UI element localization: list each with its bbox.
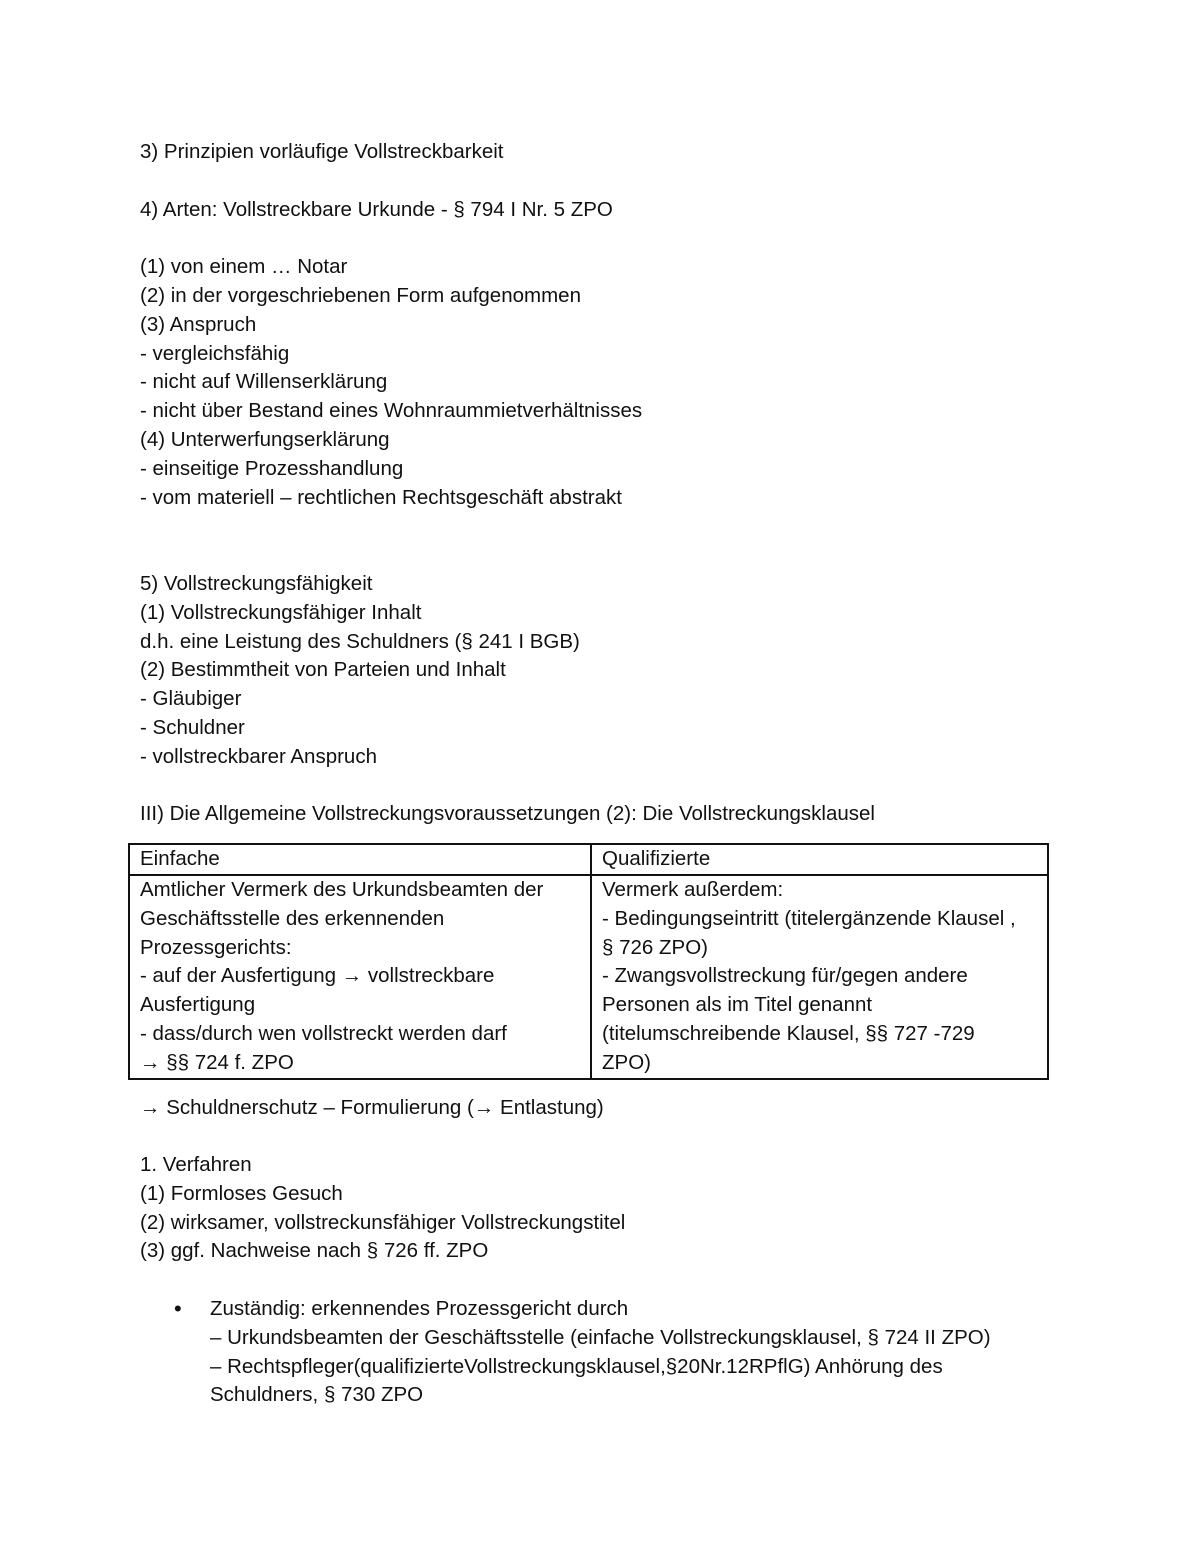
cell-line: ZPO) [602, 1050, 651, 1074]
cell-line: - auf der Ausfertigung → vollstreckbare [140, 964, 495, 988]
urkunde-item: - vom materiell – rechtlichen Rechtsgeschäft abstrakt [140, 485, 622, 509]
cell-line: (titelumschreibende Klausel, §§ 727 -729 [602, 1021, 975, 1045]
heading-section-4: 4) Arten: Vollstreckbare Urkunde - § 794 I Nr. 5 ZPO [140, 197, 613, 221]
klausel-table [128, 843, 1049, 1079]
table-row [129, 875, 1048, 1079]
heading-section-iii: III) Die Allgemeine Vollstreckungsvoraussetzungen (2): Die Vollstreckungsklausel [140, 802, 875, 826]
table-header-row [129, 844, 1048, 875]
cell-line: - dass/durch wen vollstreckt werden darf [140, 1021, 507, 1045]
table-cell-qualifizierte [591, 875, 1048, 1079]
faehigkeit-item: - vollstreckbarer Anspruch [140, 744, 377, 768]
heading-section-5: 5) Vollstreckungsfähigkeit [140, 571, 373, 595]
table-header-einfache: Einfache [129, 844, 591, 875]
bullet-icon: • [174, 1296, 182, 1322]
faehigkeit-item: (2) Bestimmtheit von Parteien und Inhalt [140, 658, 506, 682]
cell-line: Personen als im Titel genannt [602, 993, 873, 1017]
bullet-line: – Urkundsbeamten der Geschäftsstelle (einfache Vollstreckungsklausel, § 724 II ZPO) [210, 1325, 991, 1349]
document-body [140, 138, 1060, 1410]
bullet-list-item [140, 1295, 1060, 1410]
heading-section-3: 3) Prinzipien vorläufige Vollstreckbarkeit [140, 140, 504, 163]
cell-line: Geschäftsstelle des erkennenden [140, 906, 445, 930]
schuldnerschutz-line: → Schuldnerschutz – Formulierung (→ Entlastung) [140, 1095, 604, 1119]
bullet-line: Schuldners, § 730 ZPO [210, 1383, 424, 1407]
urkunde-item: - vergleichsfähig [140, 341, 290, 365]
urkunde-item: (3) Anspruch [140, 312, 257, 336]
faehigkeit-item: (1) Vollstreckungsfähiger Inhalt [140, 600, 422, 624]
table-cell-einfache [129, 875, 591, 1079]
urkunde-item: (4) Unterwerfungserklärung [140, 427, 390, 451]
cell-line: → §§ 724 f. ZPO [140, 1050, 294, 1074]
urkunde-item: - nicht über Bestand eines Wohnraummietverhältnisses [140, 399, 643, 423]
faehigkeit-item: - Gläubiger [140, 687, 242, 711]
cell-line: Prozessgerichts: [140, 935, 292, 959]
urkunde-item: - einseitige Prozesshandlung [140, 456, 404, 480]
table-header-qualifizierte: Qualifizierte [591, 844, 1048, 875]
verfahren-item: (1) Formloses Gesuch [140, 1181, 343, 1205]
cell-line: - Bedingungseintritt (titelergänzende Klausel , [602, 906, 1016, 930]
urkunde-item: (1) von einem … Notar [140, 255, 348, 279]
bullet-line: – Rechtspfleger(qualifizierteVollstreckungsklausel,§20Nr.12RPflG) Anhörung des [210, 1354, 943, 1378]
faehigkeit-item: - Schuldner [140, 715, 245, 739]
verfahren-item: (2) wirksamer, vollstreckunsfähiger Vollstreckungstitel [140, 1210, 626, 1234]
faehigkeit-item: d.h. eine Leistung des Schuldners (§ 241 I BGB) [140, 629, 580, 653]
cell-line: Vermerk außerdem: [602, 877, 784, 901]
urkunde-item: - nicht auf Willenserklärung [140, 370, 388, 394]
cell-line: Ausfertigung [140, 993, 256, 1017]
cell-line: - Zwangsvollstreckung für/gegen andere [602, 964, 968, 988]
verfahren-heading: 1. Verfahren [140, 1153, 252, 1177]
verfahren-item: (3) ggf. Nachweise nach § 726 ff. ZPO [140, 1239, 489, 1263]
urkunde-item: (2) in der vorgeschriebenen Form aufgenommen [140, 283, 581, 307]
cell-line: § 726 ZPO) [602, 935, 708, 959]
cell-line: Amtlicher Vermerk des Urkundsbeamten der [140, 877, 544, 901]
bullet-line: Zuständig: erkennendes Prozessgericht durch [210, 1297, 629, 1321]
